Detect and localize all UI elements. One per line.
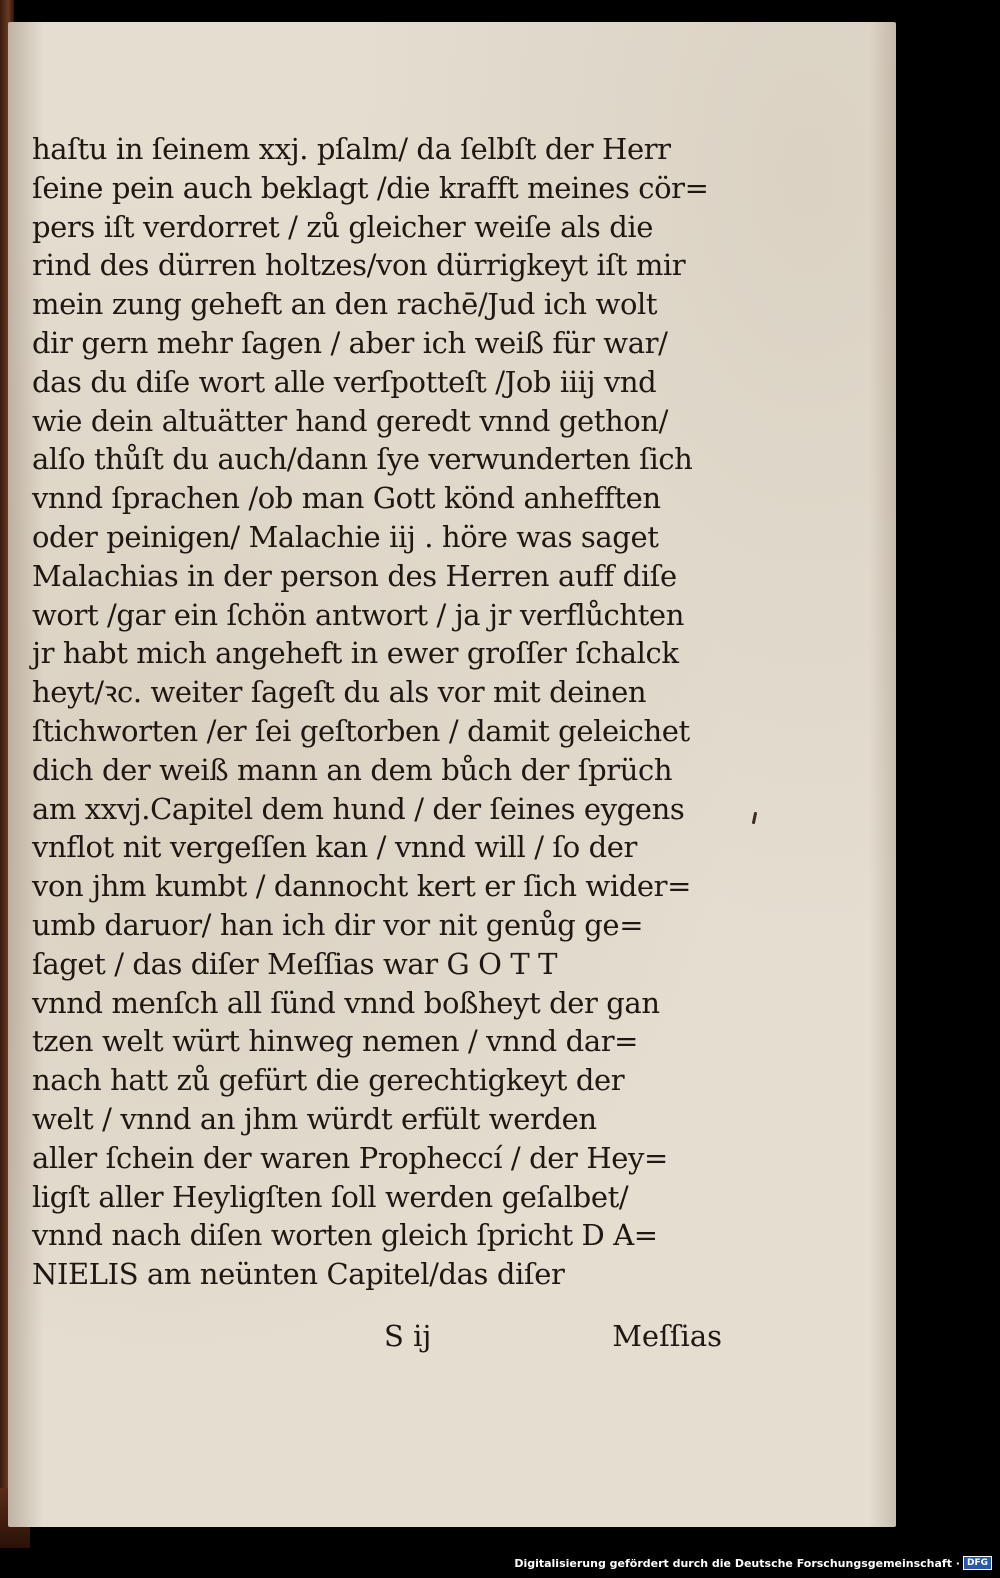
text-line: ſaget / das diſer Meſſias war G O T T [32,946,558,981]
text-line: wie dein altuätter hand geredt vnnd gethon/ [32,403,669,438]
credit-text: Digitalisierung gefördert durch die Deutsche Forschungsgemeinschaft · [514,1556,960,1570]
text-line: jr habt mich angeheft in ewer groſſer ſchalck [32,636,679,671]
text-line: vnnd ſprachen /ob man Gott könd anhefften [32,481,661,516]
text-line: heyt/ꝛc. weiter ſageſt du als vor mit deinen [32,675,647,710]
text-line: ſeine pein auch beklagt /die krafft meines cör= [32,170,709,205]
text-line: welt / vnnd an jhm würdt erfült werden [32,1101,597,1136]
text-line: tzen welt würt hinweg nemen / vnnd dar= [32,1024,639,1059]
text-line: mein zung geheft an den rachē/Jud ich wolt [32,287,658,322]
text-line: ligſt aller Heyligſten ſoll werden geſalbet/ [32,1179,629,1214]
text-line: am xxvj.Capitel dem hund / der ſeines eygens [32,791,685,826]
book-page [8,22,896,1527]
text-line: dich der weiß mann an dem bůch der ſprüch [32,752,673,787]
page-footer-line [32,1316,722,1356]
text-line: alſo thůſt du auch/dann ſye verwunderten ſich [32,442,693,477]
margin-ink-mark [752,812,757,824]
text-line: rind des dürren holtzes/von dürrigkeyt iſt mir [32,248,686,283]
digitization-credit [514,1554,992,1572]
text-line: wort /gar ein ſchön antwort / ja jr verflůchten [32,597,684,632]
text-line: vnnd nach diſen worten gleich ſpricht D A= [32,1218,658,1253]
text-line: das du diſe wort alle verſpotteſt /Job iiij vnd [32,364,657,399]
text-line: umb daruor/ han ich dir vor nit genůg ge= [32,907,644,942]
text-line: vnnd menſch all ſünd vnnd boßheyt der gan [32,985,660,1020]
catchword: Meſſias [612,1319,722,1353]
text-line: dir gern mehr ſagen / aber ich weiß für war/ [32,325,668,360]
text-line: NIELIS am neünten Capitel/das diſer [32,1257,565,1292]
text-line: haſtu in ſeinem xxj. pſalm/ da ſelbſt der Herr [32,132,671,166]
text-line: vnflot nit vergeſſen kan / vnnd will / ſo der [32,830,638,865]
text-line: nach hatt zů gefürt die gerechtigkeyt der [32,1063,625,1098]
page-text [32,130,722,1294]
text-line: Malachias in der person des Herren auff diſe [32,558,677,593]
dfg-logo-icon: DFG [963,1556,992,1570]
text-line: aller ſchein der waren Propheccí / der Hey= [32,1140,668,1175]
text-line: oder peinigen/ Malachie iij . höre was saget [32,519,659,554]
signature-mark: S ij [384,1319,432,1353]
text-line: pers iſt verdorret / zů gleicher weiſe als die [32,209,654,244]
text-line: von jhm kumbt / dannocht kert er ſich wider= [32,869,692,904]
text-line: ſtichworten /er ſei geſtorben / damit geleichet [32,713,690,748]
